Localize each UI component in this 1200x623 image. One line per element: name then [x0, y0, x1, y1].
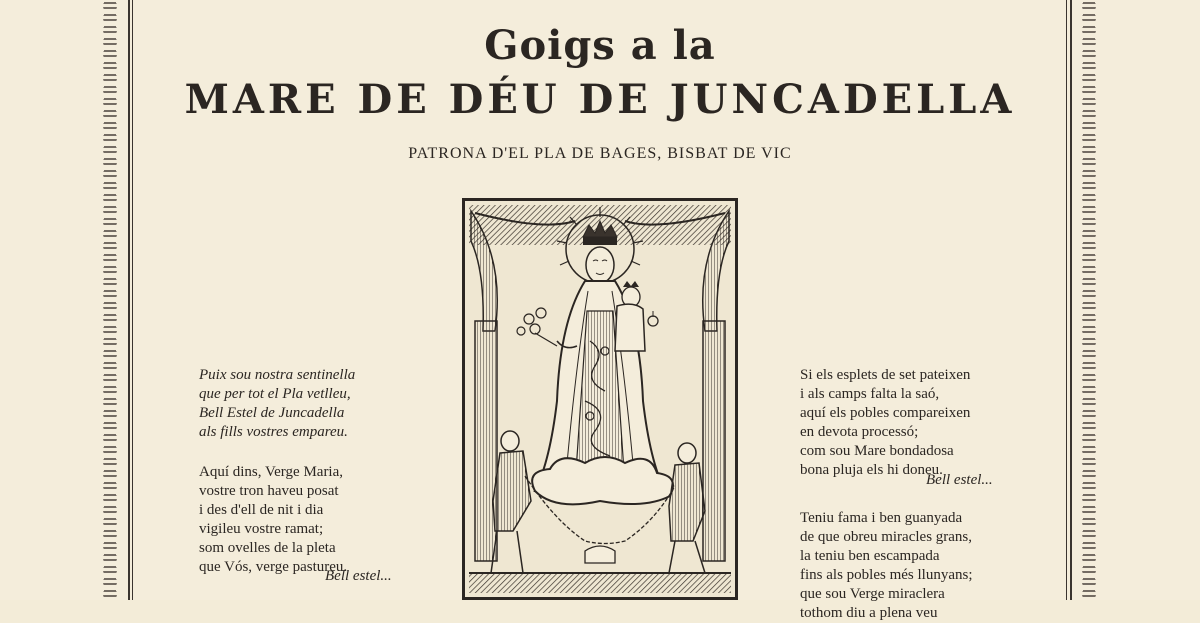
- verse-line: i als camps falta la saó,: [800, 386, 940, 402]
- verse-line: que per tot el Pla vetlleu,: [199, 386, 351, 402]
- right-stanza-1: [800, 366, 970, 480]
- verse-line: que sou Verge miraclera: [800, 586, 945, 602]
- verse-line: bona pluja els hi doneu.: [800, 462, 943, 478]
- left-refrain: Bell estel...: [325, 568, 392, 584]
- verse-line: Teniu fama i ben guanyada: [800, 510, 963, 526]
- subtitle: PATRONA D'EL PLA DE BAGES, BISBAT DE VIC: [408, 145, 792, 162]
- verse-line: som ovelles de la pleta: [199, 540, 336, 556]
- verse-line: fins als pobles més llunyans;: [800, 567, 973, 583]
- right-stanza-2: [800, 509, 973, 623]
- right-refrain: Bell estel...: [926, 472, 993, 488]
- title-line-1: Goigs a la: [484, 22, 716, 69]
- verse-line: vigileu vostre ramat;: [199, 521, 324, 537]
- verse-line: i des d'ell de nit i dia: [199, 502, 324, 518]
- verse-line: als fills vostres empareu.: [199, 424, 348, 440]
- left-stanza-2: [199, 463, 347, 577]
- verse-line: vostre tron haveu posat: [199, 483, 339, 499]
- verse-line: Puix sou nostra sentinella: [199, 367, 356, 383]
- title-line-2: MARE DE DÉU DE JUNCADELLA: [184, 76, 1016, 123]
- verse-line: tothom diu a plena veu: [800, 605, 938, 621]
- virgin-mary-illustration: [465, 201, 735, 597]
- verse-line: de que obreu miracles grans,: [800, 529, 973, 545]
- verse-line: com sou Mare bondadosa: [800, 443, 954, 459]
- left-stanza-1: [199, 366, 355, 442]
- verse-line: aquí els pobles compareixen: [800, 405, 971, 421]
- verse-line: Si els esplets de set pateixen: [800, 367, 971, 383]
- virgin-engraving: [462, 198, 738, 600]
- verse-line: la teniu ben escampada: [800, 548, 940, 564]
- verse-line: Aquí dins, Verge Maria,: [199, 464, 344, 480]
- verse-line: que Vós, verge pastureu.: [199, 559, 348, 575]
- verse-line: en devota processó;: [800, 424, 919, 440]
- verse-line: Bell Estel de Juncadella: [199, 405, 345, 421]
